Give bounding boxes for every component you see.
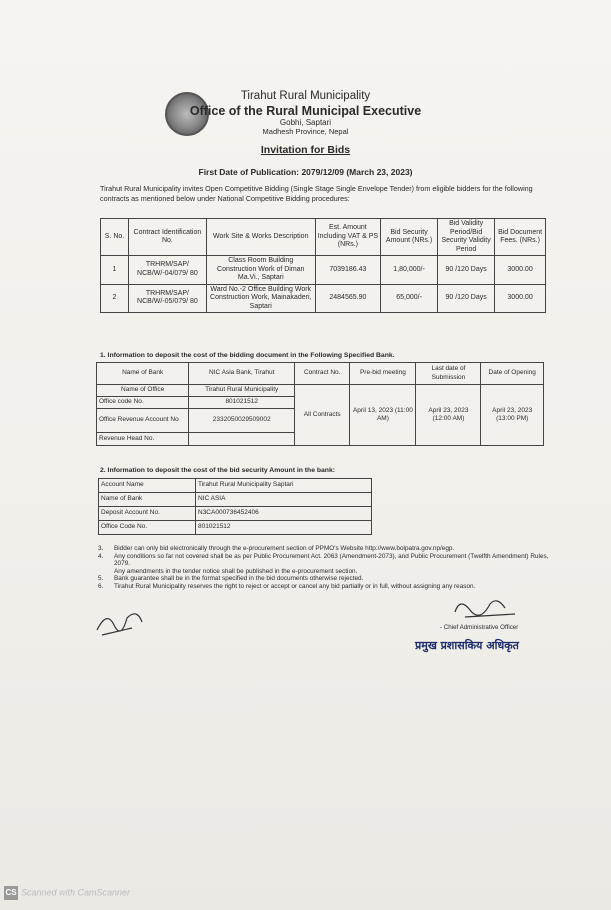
notes-list [98, 545, 558, 591]
cell: Office Code No. [99, 521, 196, 535]
province: Madhesh Province, Nepal [262, 127, 349, 136]
office-name: Office of the Rural Municipal Executive [189, 104, 422, 118]
section2-title: 2. Information to deposit the cost of the bid security Amount in the bank: [100, 467, 336, 474]
section1-title: 1. Information to deposit the cost of the bidding document in the Following Specified Bank. [100, 352, 395, 359]
last-date: April 23, 2023 (12:00 AM) [416, 385, 481, 446]
cell: 7039186.43 [315, 256, 380, 285]
note-number: 6. [98, 582, 104, 590]
name-of-bank-label: Name of Bank [97, 363, 189, 385]
cell: Name of Bank [99, 493, 196, 507]
signatory-title: - Chief Administrative Officer [440, 624, 519, 631]
note-text: Tirahut Rural Municipality reserves the right to reject or accept or cancel any bid partially or in full, without assigning any reason. [114, 582, 476, 590]
note-number: 4. [98, 552, 104, 560]
cell: 1 [101, 256, 129, 285]
cell: Ward No.-2 Office Building Work Construction Work, Mainakaderi, Saptari [206, 284, 315, 313]
list-item [98, 583, 558, 591]
cell: NIC ASIA [196, 493, 372, 507]
intro-text: Tirahut Rural Municipality invites Open Competitive Bidding (Single Stage Single Envelope Tender) from eligible bidders for the following contracts as mentioned below under National Competitive Bidding procedures: [100, 184, 533, 203]
officer-signature [435, 592, 535, 622]
name-of-bank: NIC Asia Bank, Tirahut [189, 363, 295, 385]
list-item [98, 553, 558, 568]
bank-info-table [96, 362, 544, 446]
cell: Tirahut Rural Municipality Saptari [196, 479, 372, 493]
note-number [98, 568, 114, 576]
revenue-label: Office Revenue Account No [97, 409, 189, 433]
table-row [101, 256, 546, 285]
list-item [98, 545, 558, 553]
publication-date: First Date of Publication: 2079/12/09 (March 23, 2023) [198, 167, 413, 177]
left-signature [92, 600, 152, 640]
note-number: 5. [98, 575, 104, 583]
table-row [99, 507, 372, 521]
list-item [98, 575, 558, 583]
note-text: Bidder can only bid electronically through the e-procurement section of PPMO's Website http://www.bolpatra.gov.np/egp. [114, 545, 455, 552]
cell: 90 /120 Days [438, 256, 495, 285]
bid-security-table [98, 478, 372, 535]
revenue-head-value [189, 433, 295, 446]
last-date-label: Last date of Submission [416, 363, 481, 385]
header-doc-fees: Bid Document Fees. (NRs.) [495, 219, 546, 256]
cell: 1,80,000/- [381, 256, 438, 285]
contract-no: All Contracts [295, 385, 350, 446]
camscanner-watermark [4, 886, 130, 900]
header-work-site: Work Site & Works Description [206, 219, 315, 256]
cell: 2 [101, 284, 129, 313]
header-bid-validity: Bid Validity Period/Bid Security Validity Period [438, 219, 495, 256]
watermark-text: Scanned with CamScanner [21, 887, 131, 898]
cell: Deposit Account No. [99, 507, 196, 521]
opening-date: April 23, 2023 (13:00 PM) [481, 385, 544, 446]
cell: Class Room Building Construction Work of Diman Ma.Vi., Saptari [206, 256, 315, 285]
note-number: 3. [98, 545, 104, 552]
cell: N3CA000736452406 [196, 507, 372, 521]
cell: 801021512 [196, 521, 372, 535]
cell: TRHRM/SAP/ NCB/W/-04/079/ 80 [129, 256, 207, 285]
cell: 3000.00 [495, 284, 546, 313]
cell: TRHRM/SAP/ NCB/W/-05/079/ 80 [129, 284, 207, 313]
cell: 65,000/- [381, 284, 438, 313]
opening-label: Date of Opening [481, 363, 544, 385]
note-text: Bank guarantee shall be in the format specified in the bid documents otherwise rejected. [114, 575, 364, 583]
contract-no-label: Contract No. [295, 363, 350, 385]
office-code-label: Office code No. [97, 397, 189, 409]
office-value: Tirahut Rural Municipality [189, 385, 295, 397]
document-title: Invitation for Bids [260, 144, 351, 156]
revenue-head-label: Revenue Head No. [97, 433, 189, 446]
office-location: Gobhi, Saptari [279, 118, 332, 127]
cell: Account Name [99, 479, 196, 493]
table-row [101, 284, 546, 313]
header-sno: S. No. [101, 219, 129, 256]
camscanner-logo-icon: CS [4, 886, 18, 900]
header-contract-id: Contract Identification No. [129, 219, 207, 256]
cell: 2484565.90 [315, 284, 380, 313]
revenue-account: 2332050029509002 [189, 409, 295, 433]
note-text: Any amendments in the tender notice shall be published in the e-procurement section. [114, 567, 358, 575]
cell: 3000.00 [495, 256, 546, 285]
office-label: Name of Office [97, 385, 189, 397]
cell: 90 /120 Days [438, 284, 495, 313]
header-est-amount: Est. Amount Including VAT & PS (NRs.) [315, 219, 380, 256]
prebid-date: April 13, 2023 (11:00 AM) [350, 385, 416, 446]
office-code: 801021512 [189, 397, 295, 409]
table-row [99, 493, 372, 507]
table-row [99, 479, 372, 493]
header-bid-security: Bid Security Amount (NRs.) [381, 219, 438, 256]
contracts-table [100, 218, 546, 313]
municipality-name: Tirahut Rural Municipality [240, 90, 371, 102]
prebid-label: Pre-bid meeting [350, 363, 416, 385]
list-item [98, 568, 558, 576]
note-text: Any conditions so far not covered shall be as per Public Procurement Act. 2063 (Amendment-2073), and Public Procurement (Twelfth Amendment) Rules, 2079. [114, 552, 549, 568]
table-row [99, 521, 372, 535]
official-stamp: प्रमुख प्रशासकिय अधिकृत [415, 639, 519, 652]
